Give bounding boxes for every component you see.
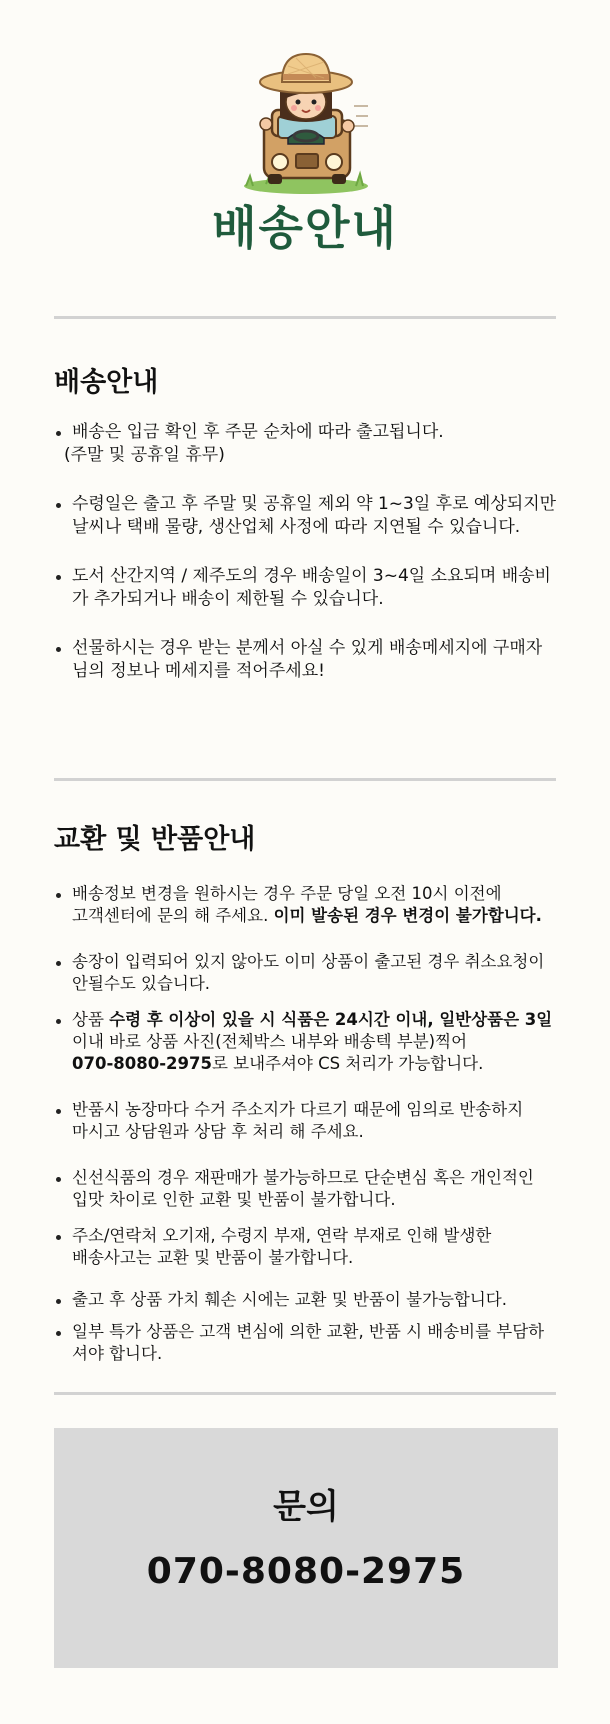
list-item-line: 수령일은 출고 후 주말 및 공휴일 제외 약 1~3일 후로 예상되지만 bbox=[72, 494, 557, 514]
list-item bbox=[54, 637, 574, 683]
list-item-text: 로 보내주셔야 CS 처리가 가능합니다. bbox=[211, 1054, 484, 1073]
list-item bbox=[54, 493, 574, 539]
list-item bbox=[54, 1225, 574, 1269]
list-item-line: 님의 정보나 메세지를 적어주세요! bbox=[72, 661, 325, 681]
returns-section-title: 교환 및 반품안내 bbox=[54, 824, 256, 855]
shipping-info-list bbox=[54, 421, 574, 709]
list-item-line: 출고 후 상품 가치 훼손 시에는 교환 및 반품이 불가능합니다. bbox=[72, 1290, 507, 1309]
list-item bbox=[54, 1289, 574, 1311]
list-item-line bbox=[72, 1009, 574, 1031]
list-item-line: 가 추가되거나 배송이 제한될 수 있습니다. bbox=[72, 589, 384, 609]
list-item-line: 배송사고는 교환 및 반품이 불가합니다. bbox=[72, 1248, 354, 1267]
divider bbox=[54, 1392, 556, 1395]
list-item-line bbox=[72, 1053, 574, 1075]
phone-number-text: 070-8080-2975 bbox=[72, 1054, 212, 1073]
list-item bbox=[54, 421, 574, 467]
contact-title: 문의 bbox=[273, 1487, 339, 1527]
list-item-line: 마시고 상담원과 상담 후 처리 해 주세요. bbox=[72, 1122, 364, 1141]
list-item bbox=[54, 1009, 574, 1075]
list-item-line: 일부 특가 상품은 고객 변심에 의한 교환, 반품 시 배송비를 부담하 bbox=[72, 1322, 545, 1341]
list-item-line bbox=[72, 905, 574, 927]
list-item-line: 선물하시는 경우 받는 분께서 아실 수 있게 배송메세지에 구매자 bbox=[72, 638, 543, 658]
divider bbox=[54, 316, 556, 319]
list-item-line: 배송정보 변경을 원하시는 경우 주문 당일 오전 10시 이전에 bbox=[72, 884, 502, 903]
page-title: 배송안내 bbox=[212, 201, 398, 255]
list-item-text: 상품 bbox=[72, 1010, 110, 1029]
list-item-bold-text: 이미 발송된 경우 변경이 불가합니다. bbox=[273, 906, 542, 925]
list-item-line: 안될수도 있습니다. bbox=[72, 974, 211, 993]
divider bbox=[54, 778, 556, 781]
list-item bbox=[54, 1167, 574, 1211]
list-item-line: 반품시 농장마다 수거 주소지가 다르기 때문에 임의로 반송하지 bbox=[72, 1100, 524, 1119]
list-item-line: 이내 바로 상품 사진(전체박스 내부와 배송텍 부분)찍어 bbox=[72, 1032, 468, 1051]
list-item bbox=[54, 1321, 574, 1365]
list-item bbox=[54, 1099, 574, 1143]
list-item-text: 고객센터에 문의 해 주세요. bbox=[72, 906, 274, 925]
list-item-line: 송장이 입력되어 있지 않아도 이미 상품이 출고된 경우 취소요청이 bbox=[72, 952, 545, 971]
contact-box bbox=[54, 1428, 558, 1668]
list-item bbox=[54, 951, 574, 995]
list-item-line: 입맛 차이로 인한 교환 및 반품이 불가합니다. bbox=[72, 1190, 396, 1209]
list-item bbox=[54, 883, 574, 927]
list-item-line: 셔야 합니다. bbox=[72, 1344, 163, 1363]
list-item-line: 배송은 입금 확인 후 주문 순차에 따라 출고됩니다. bbox=[72, 422, 444, 442]
list-item-bold-text: 수령 후 이상이 있을 시 식품은 24시간 이내, 일반상품은 3일 bbox=[109, 1010, 553, 1029]
list-item-line: 날씨나 택배 물량, 생산업체 사정에 따라 지연될 수 있습니다. bbox=[72, 517, 521, 537]
farmer-truck-icon bbox=[236, 46, 376, 196]
returns-info-list bbox=[54, 883, 574, 1365]
contact-phone-number: 070-8080-2975 bbox=[146, 1551, 466, 1592]
list-item-line: 주소/연락처 오기재, 수령지 부재, 연락 부재로 인해 발생한 bbox=[72, 1226, 492, 1245]
list-item bbox=[54, 565, 574, 611]
list-item-line: (주말 및 공휴일 휴무) bbox=[64, 445, 225, 465]
list-item-line: 도서 산간지역 / 제주도의 경우 배송일이 3~4일 소요되며 배송비 bbox=[72, 566, 551, 586]
list-item-line: 신선식품의 경우 재판매가 불가능하므로 단순변심 혹은 개인적인 bbox=[72, 1168, 534, 1187]
shipping-section-title: 배송안내 bbox=[54, 367, 159, 398]
